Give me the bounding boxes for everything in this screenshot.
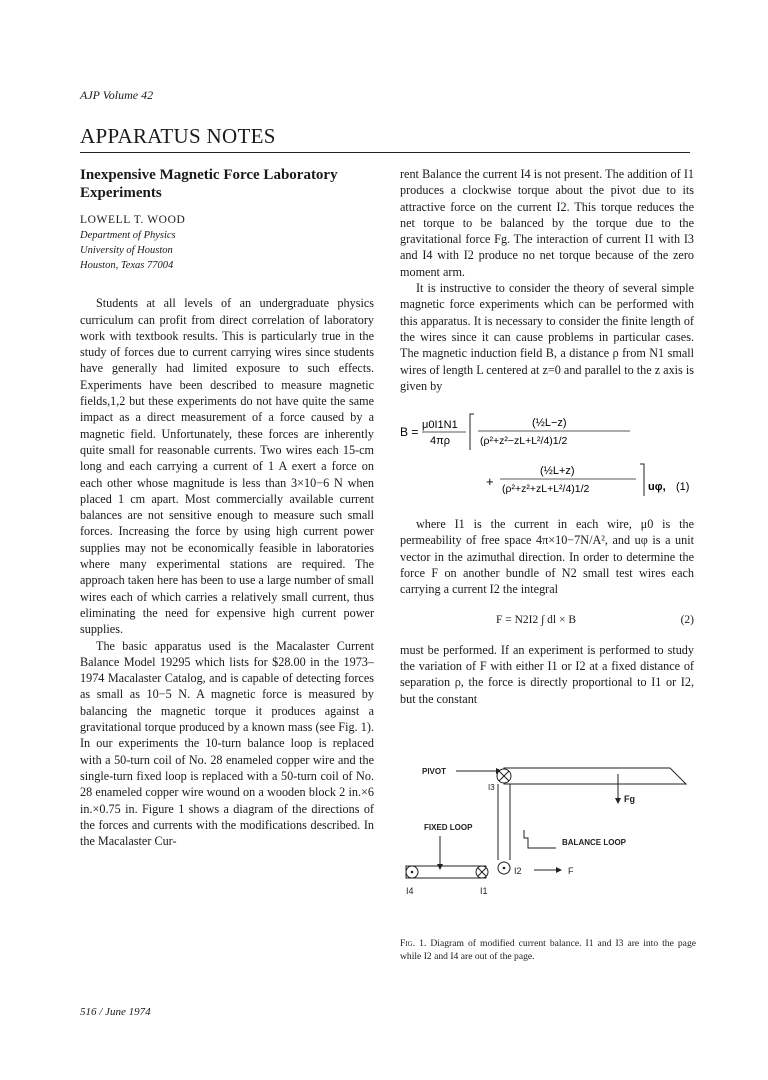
affiliation-address: Houston, Texas 77004 [80, 260, 174, 272]
page-footer: 516 / June 1974 [80, 1006, 151, 1018]
label-i1: I1 [480, 886, 488, 896]
equation-1-graphic [400, 406, 694, 510]
label-pivot: PIVOT [422, 767, 447, 776]
label-i2: I2 [514, 866, 522, 876]
label-balance-loop: BALANCE LOOP [562, 838, 626, 847]
eq1-number: (1) [676, 481, 690, 494]
balance-arm [504, 768, 686, 784]
label-fixed-loop: FIXED LOOP [424, 823, 473, 832]
label-fg: Fg [624, 794, 635, 804]
figure-caption [400, 937, 696, 963]
paragraph-theory: It is instructive to consider the theory of several simple magnetic force experiments which can be performed with this apparatus. It is necessary to consider the finite length of the wires since it can cause problems in particular cases. The magnetic induction field B, a distance ρ from N1 small wires of length L centered at z=0 and parallel to the z axis is given by [400, 281, 694, 393]
right-column [400, 166, 694, 707]
article-author: LOWELL T. WOOD [80, 214, 186, 226]
eq1-term2-den: (ρ²+z²+zL+L²/4)1/2 [502, 483, 590, 496]
eq1-coef-num: μ0I1N1 [422, 419, 458, 432]
label-i4: I4 [406, 886, 414, 896]
eq1-term2-num: (½L+z) [540, 465, 575, 478]
section-rule [80, 152, 690, 153]
left-column [80, 166, 374, 849]
eq1-lhs: B = [400, 425, 419, 440]
paragraph-integral: where I1 is the current in each wire, μ0 is the permeability of free space 4π×10−7N/A², and uφ is a unit vector in the azimuthal direction. In order to determine the force F on another bundle of N2 small test wires each carrying a current I2 the integral [400, 517, 694, 597]
paragraph-intro: Students at all levels of an undergraduate physics curriculum can profit from direct correlation of laboratory work with textbook results. This is particularly true in the study of forces due to current carrying wires since students have generally had limited exposure to such effects. Experiments have been described to measure magnetic fields,1,2 but these experiments do not have quite the same impact as a direct measurement of a force caused by a magnetic field. Unfortunately, these forces are inherently quite small for reasonable currents. Two wires each 15-cm long and each carrying a current of 1 A exert a force on each other whose magnitude is less than 3×10−6 N when placed 1 cm apart. Most commercially available current balances are not sensitive enough to measure such small forces. Increasing the force by using high current power supplies may not be economically feasible in laboratories where many experimental stations are required. The approach taken here has been to use a large number of small wires each of which carries a relatively small current, thus eliminating the need for expensive high current power supplies. [80, 296, 374, 637]
figure-1-diagram [400, 760, 700, 936]
eq1-coef-den: 4πρ [430, 435, 450, 448]
eq1-term1-den: (ρ²+z²−zL+L²/4)1/2 [480, 435, 568, 448]
affiliation-university: University of Houston [80, 245, 173, 257]
paragraph-variation: must be performed. If an experiment is performed to study the variation of F with either I1 or I2 at a fixed distance of separation ρ, the force is directly proportional to I1 or I2, but the constant [400, 642, 694, 706]
eq1-term1-num: (½L−z) [532, 417, 567, 430]
article-title: Inexpensive Magnetic Force Laboratory Experiments [80, 167, 338, 201]
caption-text: Diagram of modified current balance. I1 and I3 are into the page while I2 and I4 are out of the page. [400, 938, 696, 962]
eq1-unit-vector: uφ, [648, 481, 666, 494]
paragraph-apparatus: The basic apparatus used is the Macalaster Current Balance Model 19295 which lists for $28.00 in the 1973–1974 Macalaster Catalog, and is capable of detecting forces as small as 10−5 N. A magnetic force is measured by balancing the magnetic torque it produces against a gravitational torque produced by a known mass (see Fig. 1). In our experiments the 10-turn balance loop is replaced with a 50-turn coil of No. 28 enameled copper wire and the single-turn fixed loop is replaced with a 50-turn coil of No. 28 enameled copper wire wound on a wooden block 2 in.×6 in.×0.75 in. Figure 1 shows a diagram of the directions of the forces and currents with the modifications described. In the Macalaster Cur- [80, 638, 374, 849]
eq2-number: (2) [680, 613, 694, 626]
paragraph-torque: rent Balance the current I4 is not present. The addition of I1 produces a clockwise torque about the pivot due to its attractive force on the current I2. This torque reduces the net torque to be balanced by the torque due to the gravitational force Fg. The interaction of current I1 with I3 and I4 with I2 produce no net torque because of the zero moment arm. [400, 167, 694, 279]
equation-1 [400, 406, 694, 510]
label-i3: I3 [488, 783, 495, 792]
label-f: F [568, 866, 574, 876]
affiliation-department: Department of Physics [80, 230, 176, 242]
balance-loop-leader [524, 830, 556, 848]
section-title: APPARATUS NOTES [80, 124, 276, 148]
equation-2 [400, 598, 694, 642]
journal-volume: AJP Volume 42 [80, 88, 154, 102]
eq2-expression: F = N2I2 ∫ dl × B [496, 613, 577, 626]
eq1-plus: + [486, 474, 494, 490]
caption-label: Fig. 1. [400, 938, 427, 949]
